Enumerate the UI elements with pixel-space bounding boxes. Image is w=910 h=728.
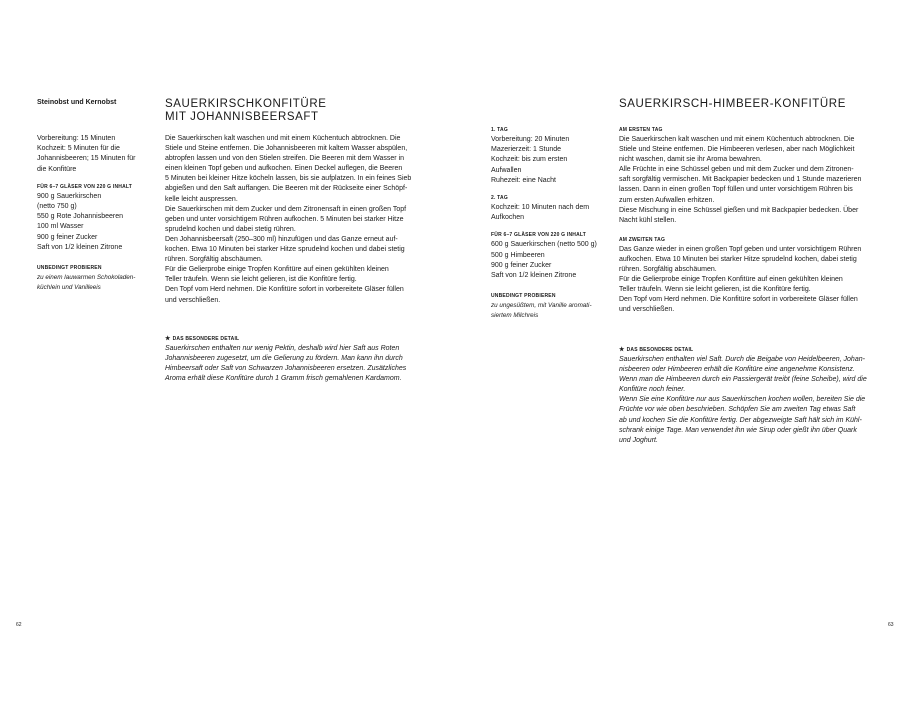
time-line: Mazerierzeit: 1 Stunde	[491, 146, 562, 154]
instruction-line: einen kleinen Topf geben und aufkochen. Einen Deckel auflegen, die Beeren	[165, 165, 403, 173]
detail-box-right	[619, 345, 867, 446]
try-line: küchlein und Vanilleeis	[37, 283, 101, 291]
instruction-line: zum ersten Aufwallen erhitzen.	[619, 196, 715, 204]
ingredient: 900 g feiner Zucker	[37, 233, 98, 241]
left-sidebar	[37, 134, 157, 292]
second-day-heading: AM ZWEITEN TAG	[619, 236, 666, 243]
detail-line: Früchte vor wie oben beschrieben. Schöpfen Sie am zweiten Tag etwas Saft	[619, 406, 856, 414]
ingredients-list	[37, 192, 157, 253]
time-line: Kochzeit: bis zum ersten	[491, 156, 568, 164]
instruction-line: und verschließen.	[165, 296, 221, 304]
instruction-line: abtropfen lassen und von den Stielen streifen. Die Beeren mit dem Wasser in	[165, 155, 405, 163]
detail-line: und Joghurt.	[619, 436, 658, 444]
instruction-line: Alle Früchte in eine Schüssel geben und mit dem Zucker und dem Zitronen-	[619, 166, 854, 174]
detail-text	[619, 355, 867, 446]
instruction-line: sprudelnd kochen und dabei stetig rühren.	[165, 225, 296, 233]
instruction-line: lassen. Dann in einen großen Topf füllen und unter vorsichtigem Rühren bis	[619, 186, 853, 194]
instruction-line: nicht waschen, damit sie ihr Aroma bewahren.	[619, 156, 762, 164]
instruction-line: rühren. Sorgfältig abschäumen.	[165, 256, 263, 264]
detail-line: schrank einige Tage. Man verwendet ihn wie Sirup oder gießt ihn über Quark	[619, 426, 857, 434]
instruction-line: Nacht kühl stellen.	[619, 216, 677, 224]
instruction-line: und verschließen.	[619, 306, 675, 314]
ingredients-heading: FÜR 6–7 GLÄSER VON 220 G INHALT	[491, 232, 587, 239]
instruction-line: rühren. Sorgfältig abschäumen.	[619, 266, 717, 274]
instruction-line: Stiele und Steine entfernen. Die Johannisbeeren mit kaltem Wasser abspülen,	[165, 145, 408, 153]
ingredient: 900 g feiner Zucker	[491, 261, 552, 269]
ingredient: 900 g Sauerkirschen	[37, 192, 102, 200]
detail-line: Sauerkirschen enthalten nur wenig Pektin, deshalb wird hier Saft aus Roten	[165, 345, 400, 352]
time-line: Ruhezeit: eine Nacht	[491, 176, 556, 184]
title-line: SAUERKIRSCHKONFITÜRE	[165, 98, 327, 110]
star-icon: ★	[619, 347, 625, 353]
right-sidebar	[491, 126, 613, 320]
try-line: zu einem lauwarmen Schokoladen-	[37, 274, 136, 282]
try-text	[37, 273, 157, 292]
time-line: Kochzeit: 10 Minuten nach dem	[491, 204, 590, 212]
instruction-line: 5 Minuten bei kleiner Hitze köcheln lassen, bis sie aufplatzen. In ein feines Sieb	[165, 175, 412, 183]
instruction-line: kochen. Etwa 10 Minuten bei starker Hitze sprudelnd kochen und dabei stetig	[165, 246, 405, 254]
instruction-line: abgießen und den Saft auffangen. Die Beeren mit der Rückseite einer Schöpf-	[165, 185, 408, 193]
ingredient: 500 g Himbeeren	[491, 251, 545, 259]
recipe-title-left	[165, 98, 327, 124]
time-line: Vorbereitung: 15 Minuten	[37, 135, 116, 142]
instruction-line: Den Johannisbeersaft (250–300 ml) hinzufügen und das Ganze erneut auf-	[165, 235, 398, 243]
page-number-right: 63	[888, 622, 894, 628]
instruction-line: Teller träufeln. Wenn sie leicht gelieren, ist die Konfitüre fertig.	[165, 276, 357, 284]
try-heading: UNBEDINGT PROBIEREN	[37, 265, 102, 272]
instruction-line: Diese Mischung in eine Schüssel gießen und mit Backpapier bedecken. Über	[619, 206, 859, 214]
try-text	[491, 301, 613, 320]
detail-box-left	[165, 334, 406, 384]
detail-line: Aroma erhält diese Konfitüre durch 1 Gramm frisch gemahlenen Kardamom.	[165, 375, 402, 383]
instruction-line: aufkochen. Etwa 10 Minuten bei starker Hitze sprudelnd kochen, dabei stetig	[619, 255, 857, 263]
day1-heading: 1. TAG	[491, 127, 508, 133]
ingredient: Saft von 1/2 kleinen Zitrone	[491, 272, 577, 280]
detail-line: nisbeeren oder Himbeeren erhält die Konfitüre eine angenehme Konsistenz.	[619, 366, 855, 374]
title-line: MIT JOHANNISBEERSAFT	[165, 111, 319, 123]
detail-line: ab und kochen Sie die Konfitüre fertig. Der abgezweigte Saft hält sich im Kühl-	[619, 416, 862, 424]
time-line: Aufkochen	[491, 214, 525, 222]
detail-line: Himbeersaft oder Saft von Schwarzen Johannisbeeren ersetzen. Zusätzliches	[165, 365, 407, 373]
instruction-line: Das Ganze wieder in einen großen Topf geben und unter vorsichtigem Rühren	[619, 245, 862, 253]
detail-heading: ★ DAS BESONDERE DETAIL	[619, 347, 694, 353]
time-line: Johannisbeeren; 15 Minuten für	[37, 155, 136, 163]
ingredient: 100 ml Wasser	[37, 223, 84, 231]
instruction-line: Für die Gelierprobe einige Tropfen Konfitüre auf einen gekühlten kleinen	[165, 266, 389, 274]
instruction-line: Stiele und Steine entfernen. Die Himbeeren verlesen, aber nach Möglichkeit	[619, 146, 855, 154]
try-heading: UNBEDINGT PROBIEREN	[491, 293, 556, 300]
try-line: zu ungesüßtem, mit Vanille aromati-	[491, 302, 592, 310]
detail-line: Sauerkirschen enthalten viel Saft. Durch die Beigabe von Heidelbeeren, Johan-	[619, 356, 865, 363]
time-line: Vorbereitung: 20 Minuten	[491, 136, 570, 143]
recipe-title-right: SAUERKIRSCH-HIMBEER-KONFITÜRE	[619, 98, 846, 110]
ingredient: (netto 750 g)	[37, 203, 77, 211]
detail-text	[165, 344, 406, 384]
instructions-left	[165, 134, 411, 306]
chapter-label: Steinobst und Kernobst	[37, 99, 117, 106]
ingredient: Saft von 1/2 kleinen Zitrone	[37, 243, 123, 251]
time-line: die Konfitüre	[37, 165, 77, 173]
instruction-line: Den Topf vom Herd nehmen. Die Konfitüre sofort in vorbereitete Gläser füllen	[165, 286, 404, 294]
time-line: Aufwallen	[491, 166, 522, 174]
instruction-line: Die Sauerkirschen mit dem Zucker und dem Zitronensaft in einen großen Topf	[165, 205, 407, 213]
ingredient: 550 g Rote Johannisbeeren	[37, 213, 124, 221]
try-line: siertem Milchreis	[491, 311, 539, 319]
instruction-line: geben und unter vorsichtigem Rühren aufkochen. 5 Minuten bei starker Hitze	[165, 215, 404, 223]
instruction-line: saft sorgfältig vermischen. Mit Backpapier bedecken und 1 Stunde mazerieren	[619, 176, 862, 184]
ingredients-heading: FÜR 6–7 GLÄSER VON 220 G INHALT	[37, 183, 133, 190]
instruction-line: Die Sauerkirschen kalt waschen und mit einem Küchentuch abtrocknen. Die	[619, 136, 855, 143]
detail-line: Konfitüre noch feiner.	[619, 386, 686, 394]
instruction-line: Die Sauerkirschen kalt waschen und mit einem Küchentuch abtrocknen. Die	[165, 135, 401, 142]
instructions-right	[619, 125, 861, 316]
star-icon: ★	[165, 336, 171, 342]
instruction-line: Den Topf vom Herd nehmen. Die Konfitüre sofort in vorbereitete Gläser füllen	[619, 296, 858, 304]
time-line: Kochzeit: 5 Minuten für die	[37, 145, 120, 153]
instruction-line: Für die Gelierprobe einige Tropfen Konfitüre auf einen gekühlten kleinen	[619, 276, 843, 284]
times-block	[37, 134, 157, 175]
first-day-heading: AM ERSTEN TAG	[619, 127, 663, 133]
detail-heading: ★ DAS BESONDERE DETAIL	[165, 336, 240, 342]
page-number-left: 62	[16, 622, 22, 628]
instruction-line: Teller träufeln. Wenn sie leicht gelieren, ist die Konfitüre fertig.	[619, 286, 811, 294]
ingredient: 600 g Sauerkirschen (netto 500 g)	[491, 241, 597, 249]
detail-line: Johannisbeeren zugesetzt, um die Gelierung zu fördern. Man kann ihn durch	[165, 355, 403, 363]
instruction-line: kelle leicht auspressen.	[165, 195, 238, 203]
day2-heading: 2. TAG	[491, 195, 508, 202]
detail-line: Wenn Sie eine Konfitüre nur aus Sauerkirschen kochen wollen, bereiten Sie die	[619, 396, 866, 404]
detail-line: Wenn man die Himbeeren durch ein Passiergerät treibt (feine Scheibe), wird die	[619, 376, 867, 384]
